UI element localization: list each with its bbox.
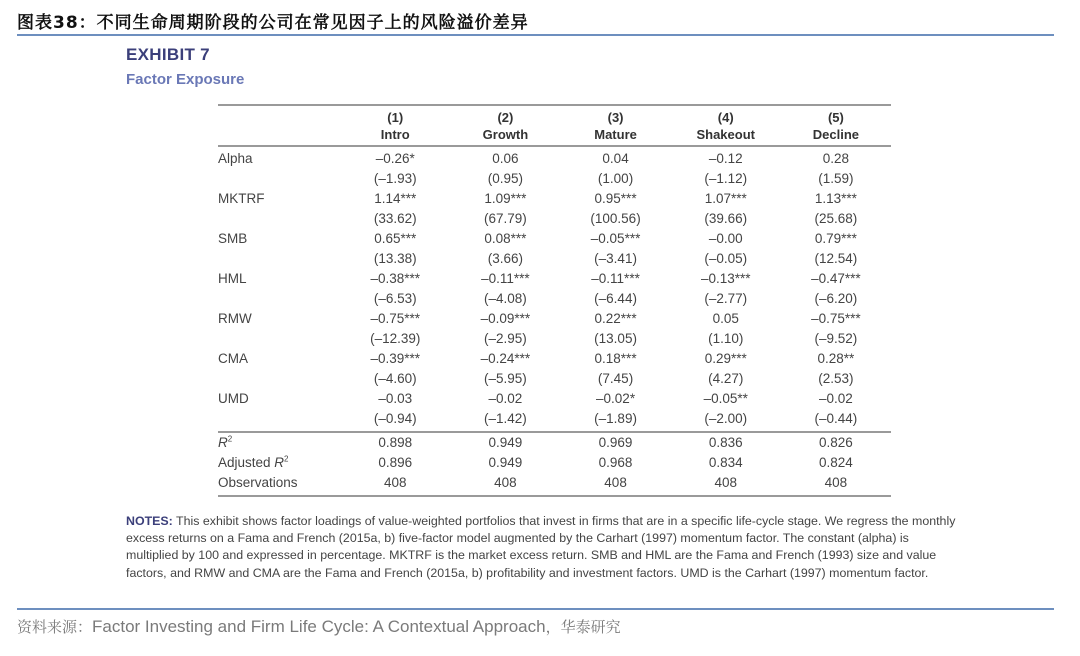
table-row-tstat: [218, 169, 891, 189]
tstat-cell: (–6.53): [373, 291, 417, 306]
table-row-coef: [218, 149, 891, 169]
tstat-cell: (–0.05): [704, 251, 748, 266]
coef-cell: 0.79***: [814, 231, 857, 246]
stat-label: Observations: [218, 475, 298, 490]
source-separator: ，: [545, 618, 561, 636]
coef-cell: –0.03: [378, 391, 413, 406]
stat-cell: 0.968: [598, 455, 633, 470]
stat-cell: 408: [383, 475, 407, 490]
exhibit-subtitle: Factor Exposure: [126, 71, 245, 88]
table-top-rule: [218, 104, 891, 106]
coef-cell: –0.11***: [591, 271, 640, 286]
table-notes: [126, 513, 956, 582]
coef-cell: –0.05***: [590, 231, 641, 246]
coef-cell: –0.05**: [703, 391, 748, 406]
coef-cell: 1.14***: [374, 191, 417, 206]
coef-cell: 0.95***: [594, 191, 637, 206]
coef-cell: –0.02*: [596, 391, 636, 406]
tstat-cell: (–2.77): [704, 291, 748, 306]
stat-cell: 0.969: [598, 435, 633, 450]
row-label: SMB: [218, 231, 248, 246]
row-label: HML: [218, 271, 247, 286]
figure-title-text: 不同生命周期阶段的公司在常见因子上的风险溢价差异: [96, 13, 529, 33]
table-row-tstat: [218, 329, 891, 349]
col-num: (3): [607, 110, 624, 125]
stat-cell: 0.836: [708, 435, 743, 450]
tstat-cell: (67.79): [484, 211, 527, 226]
coef-cell: 0.28: [822, 151, 850, 166]
header-name-row: [218, 126, 891, 143]
tstat-cell: (–6.44): [594, 291, 637, 306]
coef-cell: 0.28**: [817, 351, 855, 366]
col-header: Decline: [812, 127, 860, 142]
table-row-coef: [218, 229, 891, 249]
stat-cell: 408: [494, 475, 517, 490]
tstat-cell: (–0.94): [373, 411, 417, 426]
coef-cell: 1.09***: [484, 191, 527, 206]
coef-cell: 0.05: [712, 311, 739, 326]
tstat-cell: (–2.95): [484, 331, 527, 346]
tstat-cell: (–0.44): [814, 411, 858, 426]
tstat-cell: (25.68): [814, 211, 858, 226]
tstat-cell: (12.54): [814, 251, 858, 266]
col-header: Mature: [594, 127, 637, 142]
source-label: 资料来源：: [17, 618, 93, 636]
col-num: (5): [827, 110, 844, 125]
tstat-cell: (33.62): [373, 211, 417, 226]
tstat-cell: (2.53): [818, 371, 854, 386]
stat-label: Adjusted $R^2$: [218, 454, 289, 470]
table-grid: [218, 109, 891, 143]
tstat-cell: (39.66): [704, 211, 748, 226]
tstat-cell: (1.00): [597, 171, 634, 186]
stat-cell: 0.896: [378, 455, 413, 470]
coef-cell: –0.38***: [370, 271, 421, 286]
table-bottom-rule: [218, 495, 891, 497]
tstat-cell: (–9.52): [814, 331, 858, 346]
coef-cell: 1.13***: [814, 191, 857, 206]
stat-label: $R^2$: [218, 434, 233, 450]
tstat-cell: (–4.60): [373, 371, 417, 386]
figure-title: [17, 8, 529, 33]
table-row-tstat: [218, 209, 891, 229]
table-row-stat: [218, 433, 891, 453]
header-num-row: [218, 109, 891, 126]
table-row-stat: [218, 453, 891, 473]
coef-cell: 0.65***: [374, 231, 417, 246]
stat-cell: 0.824: [819, 455, 853, 470]
table-row-stat: [218, 473, 891, 493]
tstat-cell: (–1.93): [373, 171, 417, 186]
coef-cell: –0.09***: [480, 311, 531, 326]
coef-cell: 0.08***: [484, 231, 527, 246]
stat-cell: 0.949: [488, 455, 523, 470]
table-row-coef: [218, 389, 891, 409]
tstat-cell: (–1.89): [594, 411, 637, 426]
tstat-cell: (–6.20): [814, 291, 858, 306]
coef-cell: –0.02: [488, 391, 523, 406]
coef-cell: –0.47***: [811, 271, 861, 286]
table-header-rule: [218, 145, 891, 147]
coef-cell: –0.26*: [375, 151, 415, 166]
coef-cell: 0.29***: [704, 351, 747, 366]
coef-cell: –0.00: [708, 231, 743, 246]
row-label: MKTRF: [218, 191, 265, 206]
table-row-tstat: [218, 289, 891, 309]
table-row-coef: [218, 349, 891, 369]
row-label: UMD: [218, 391, 249, 406]
tstat-cell: (100.56): [590, 211, 641, 226]
figure-label: 图表38：: [17, 13, 97, 33]
tstat-cell: (3.66): [487, 251, 524, 266]
tstat-cell: (–2.00): [704, 411, 748, 426]
top-divider: [17, 34, 1054, 36]
coef-cell: –0.24***: [480, 351, 531, 366]
tstat-cell: (–1.12): [704, 171, 748, 186]
table-stats: [218, 433, 891, 493]
coef-cell: 0.22***: [594, 311, 637, 326]
tstat-cell: (13.05): [594, 331, 637, 346]
table-body: [218, 149, 891, 429]
coef-cell: 0.06: [492, 151, 519, 166]
col-num: (2): [497, 110, 514, 125]
stat-cell: 408: [824, 475, 848, 490]
col-num: (4): [717, 110, 734, 125]
table-row-tstat: [218, 249, 891, 269]
tstat-cell: (–3.41): [594, 251, 637, 266]
row-label: Alpha: [218, 151, 253, 166]
tstat-cell: (–4.08): [484, 291, 527, 306]
notes-lead: NOTES:: [126, 514, 173, 528]
tstat-cell: (13.38): [373, 251, 417, 266]
table-row-tstat: [218, 369, 891, 389]
col-header: Intro: [380, 127, 410, 142]
stat-cell: 0.826: [819, 435, 853, 450]
stat-cell: 408: [604, 475, 627, 490]
row-label: CMA: [218, 351, 248, 366]
stat-cell: 0.898: [378, 435, 413, 450]
row-label: RMW: [218, 311, 252, 326]
col-header: Growth: [482, 127, 529, 142]
coef-cell: –0.13***: [700, 271, 751, 286]
stat-cell: 0.949: [488, 435, 523, 450]
coef-cell: –0.39***: [370, 351, 421, 366]
coef-cell: –0.75***: [811, 311, 861, 326]
stat-cell: 408: [714, 475, 737, 490]
table-row-coef: [218, 309, 891, 329]
tstat-cell: (–1.42): [484, 411, 527, 426]
col-num: (1): [387, 110, 404, 125]
table-row-tstat: [218, 409, 891, 429]
tstat-cell: (1.10): [708, 331, 744, 346]
coef-cell: –0.12: [708, 151, 743, 166]
coef-cell: 0.04: [602, 151, 629, 166]
stat-cell: 0.834: [708, 455, 743, 470]
tstat-cell: (7.45): [597, 371, 634, 386]
coef-cell: –0.02: [819, 391, 853, 406]
coef-cell: 0.18***: [594, 351, 637, 366]
tstat-cell: (4.27): [708, 371, 744, 386]
table-row-coef: [218, 189, 891, 209]
coef-cell: –0.75***: [370, 311, 421, 326]
tstat-cell: (1.59): [818, 171, 854, 186]
source-org: 华泰研究: [560, 618, 621, 636]
notes-text: This exhibit shows factor loadings of value-weighted portfolios that invest in firms that are in a specific life-cycle stage. We regress the monthly excess returns on a Fama and French (2015a, b) five-factor model augmented by the Carhart (1997) momentum factor. The constant (alpha) is multiplied by 100 and expressed in percentage. MKTRF is the market excess return. SMB and HML are the Fama and French (1993) size and value factors, and RMW and CMA are the Fama and French (2015a, b) profitability and investment factors. UMD is the Carhart (1997) momentum factor.: [126, 514, 956, 580]
source-text: Factor Investing and Firm Life Cycle: A Contextual Approach: [92, 617, 546, 636]
tstat-cell: (0.95): [487, 171, 524, 186]
tstat-cell: (–12.39): [370, 331, 421, 346]
table-row-coef: [218, 269, 891, 289]
coef-cell: –0.11***: [481, 271, 530, 286]
bottom-divider: [17, 608, 1054, 610]
source-line: [17, 616, 621, 637]
col-header: Shakeout: [696, 127, 755, 142]
coef-cell: 1.07***: [704, 191, 747, 206]
exhibit-number: EXHIBIT 7: [126, 45, 210, 64]
tstat-cell: (–5.95): [484, 371, 527, 386]
